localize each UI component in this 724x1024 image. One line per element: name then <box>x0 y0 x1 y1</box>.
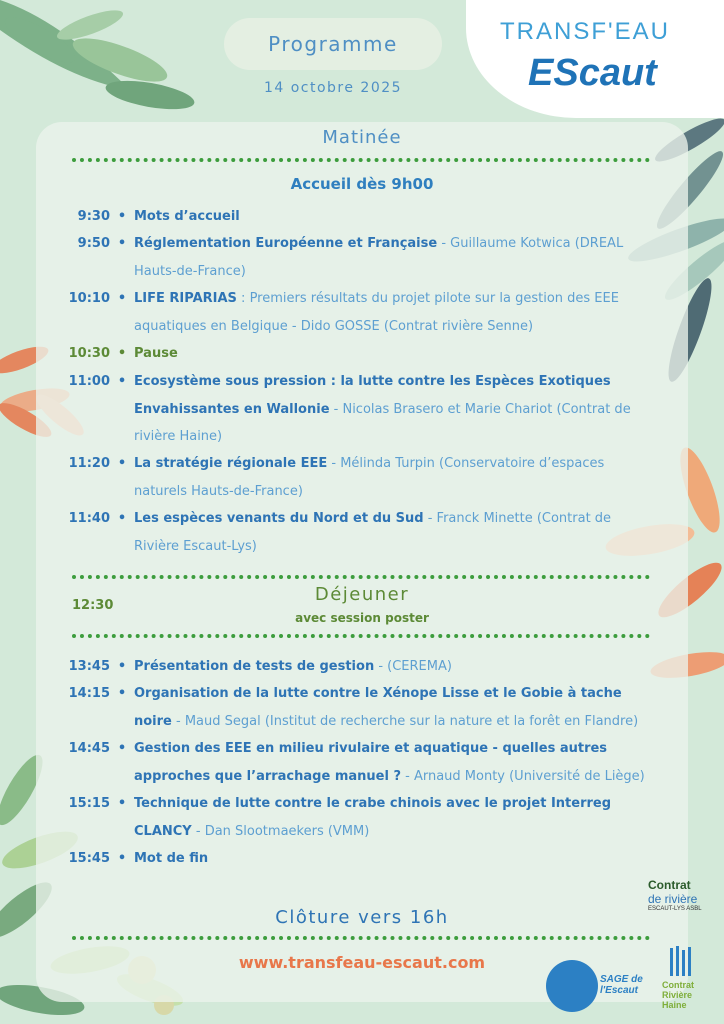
bullet-icon: • <box>117 851 127 866</box>
item-title: Réglementation Européenne et Française <box>134 236 438 251</box>
website-link[interactable]: www.transfeau-escaut.com <box>238 953 486 972</box>
item-time: 10:10 <box>68 291 110 306</box>
lunch-subtitle: avec session poster <box>295 611 429 625</box>
item-title: Pause <box>134 346 178 361</box>
list-item <box>66 735 646 790</box>
divider <box>72 158 650 162</box>
item-title: Ecosystème sous pression : la lutte contre les Espèces Exotiques Envahissantes en Wallonie <box>134 374 611 417</box>
logo-escaut: EScaut <box>528 52 657 94</box>
logo-text: de rivière <box>648 892 698 906</box>
list-item <box>66 368 646 451</box>
item-detail: - Mélinda Turpin (Conservatoire d’espaces naturels Hauts-de-France) <box>134 456 605 499</box>
divider <box>72 634 650 638</box>
item-title: Organisation de la lutte contre le Xénope Lisse et le Gobie à tache noire <box>134 686 622 729</box>
bullet-icon: • <box>117 374 127 389</box>
item-detail: - Franck Minette (Contrat de Rivière Escaut-Lys) <box>134 511 612 554</box>
bullet-icon: • <box>117 456 127 471</box>
item-time: 11:00 <box>68 374 110 389</box>
list-item <box>66 230 646 285</box>
bullet-icon: • <box>117 291 127 306</box>
list-item <box>66 845 646 873</box>
item-detail: - Nicolas Brasero et Marie Chariot (Contrat de rivière Haine) <box>134 401 631 444</box>
item-time: 10:30 <box>68 346 110 361</box>
list-item <box>66 680 646 735</box>
bullet-icon: • <box>117 346 127 361</box>
item-title: Mots d’accueil <box>134 209 240 224</box>
item-detail: - Guillaume Kotwica (DREAL Hauts-de-France) <box>134 236 624 279</box>
item-detail: - Arnaud Monty (Université de Liège) <box>400 768 645 784</box>
list-item <box>66 285 646 340</box>
item-title: Les espèces venants du Nord et du Sud <box>134 511 424 526</box>
morning-title: Matinée <box>322 127 402 148</box>
bullet-icon: • <box>117 686 127 701</box>
bullet-icon: • <box>117 511 127 526</box>
item-time: 15:45 <box>68 851 110 866</box>
item-title: Gestion des EEE en milieu rivulaire et aquatique - quelles autres approches que l’arrachage manuel ? <box>134 741 608 784</box>
item-time: 11:20 <box>68 456 110 471</box>
item-detail: : Premiers résultats du projet pilote sur la gestion des EEE aquatiques en Belgique - Dido GOSSE (Contrat rivière Senne) <box>134 291 619 334</box>
bullet-icon: • <box>117 796 127 811</box>
bullet-icon: • <box>117 741 127 756</box>
item-title: La stratégie régionale EEE <box>134 456 328 471</box>
logo-text: ESCAUT-LYS ASBL <box>648 906 702 912</box>
event-date: 14 octobre 2025 <box>263 80 403 96</box>
logo-text: Contrat <box>648 878 691 892</box>
bullet-icon: • <box>117 236 127 251</box>
divider <box>72 936 650 940</box>
item-time: 9:50 <box>77 236 110 251</box>
lunch-time: 12:30 <box>72 598 114 613</box>
item-time: 15:15 <box>68 796 110 811</box>
logo-transfeau: TRANSF'EAU <box>500 18 670 45</box>
item-time: 14:45 <box>68 741 110 756</box>
page-title: Programme <box>224 18 442 70</box>
list-item <box>66 450 646 505</box>
welcome-text: Accueil dès 9h00 <box>290 175 434 193</box>
item-time: 9:30 <box>77 209 110 224</box>
item-time: 14:15 <box>68 686 110 701</box>
item-title: LIFE RIPARIAS <box>134 291 237 306</box>
list-item <box>66 790 646 845</box>
list-item <box>66 505 646 560</box>
bullet-icon: • <box>117 659 127 674</box>
logo-haine-text: Contrat Rivière Haine <box>662 980 694 1010</box>
logo-sage-text: SAGE de l'Escaut <box>600 974 643 996</box>
list-item <box>66 203 646 231</box>
divider <box>72 575 650 579</box>
item-detail: - Dan Slootmaekers (VMM) <box>191 823 370 839</box>
list-item <box>66 340 646 368</box>
logo-contrat-escaut-lys <box>648 878 724 912</box>
closing-text: Clôture vers 16h <box>275 907 449 928</box>
bullet-icon: • <box>117 209 127 224</box>
item-detail: - Maud Segal (Institut de recherche sur la nature et la forêt en Flandre) <box>171 713 639 729</box>
item-title: Présentation de tests de gestion <box>134 659 375 674</box>
item-title: Technique de lutte contre le crabe chinois avec le projet Interreg CLANCY <box>134 796 612 839</box>
item-title: Mot de fin <box>134 851 209 866</box>
list-item <box>66 653 646 681</box>
item-time: 13:45 <box>68 659 110 674</box>
logo-sage-icon <box>546 960 598 1012</box>
item-detail: - (CEREMA) <box>374 659 452 674</box>
lunch-title: Déjeuner <box>314 584 410 605</box>
item-time: 11:40 <box>68 511 110 526</box>
